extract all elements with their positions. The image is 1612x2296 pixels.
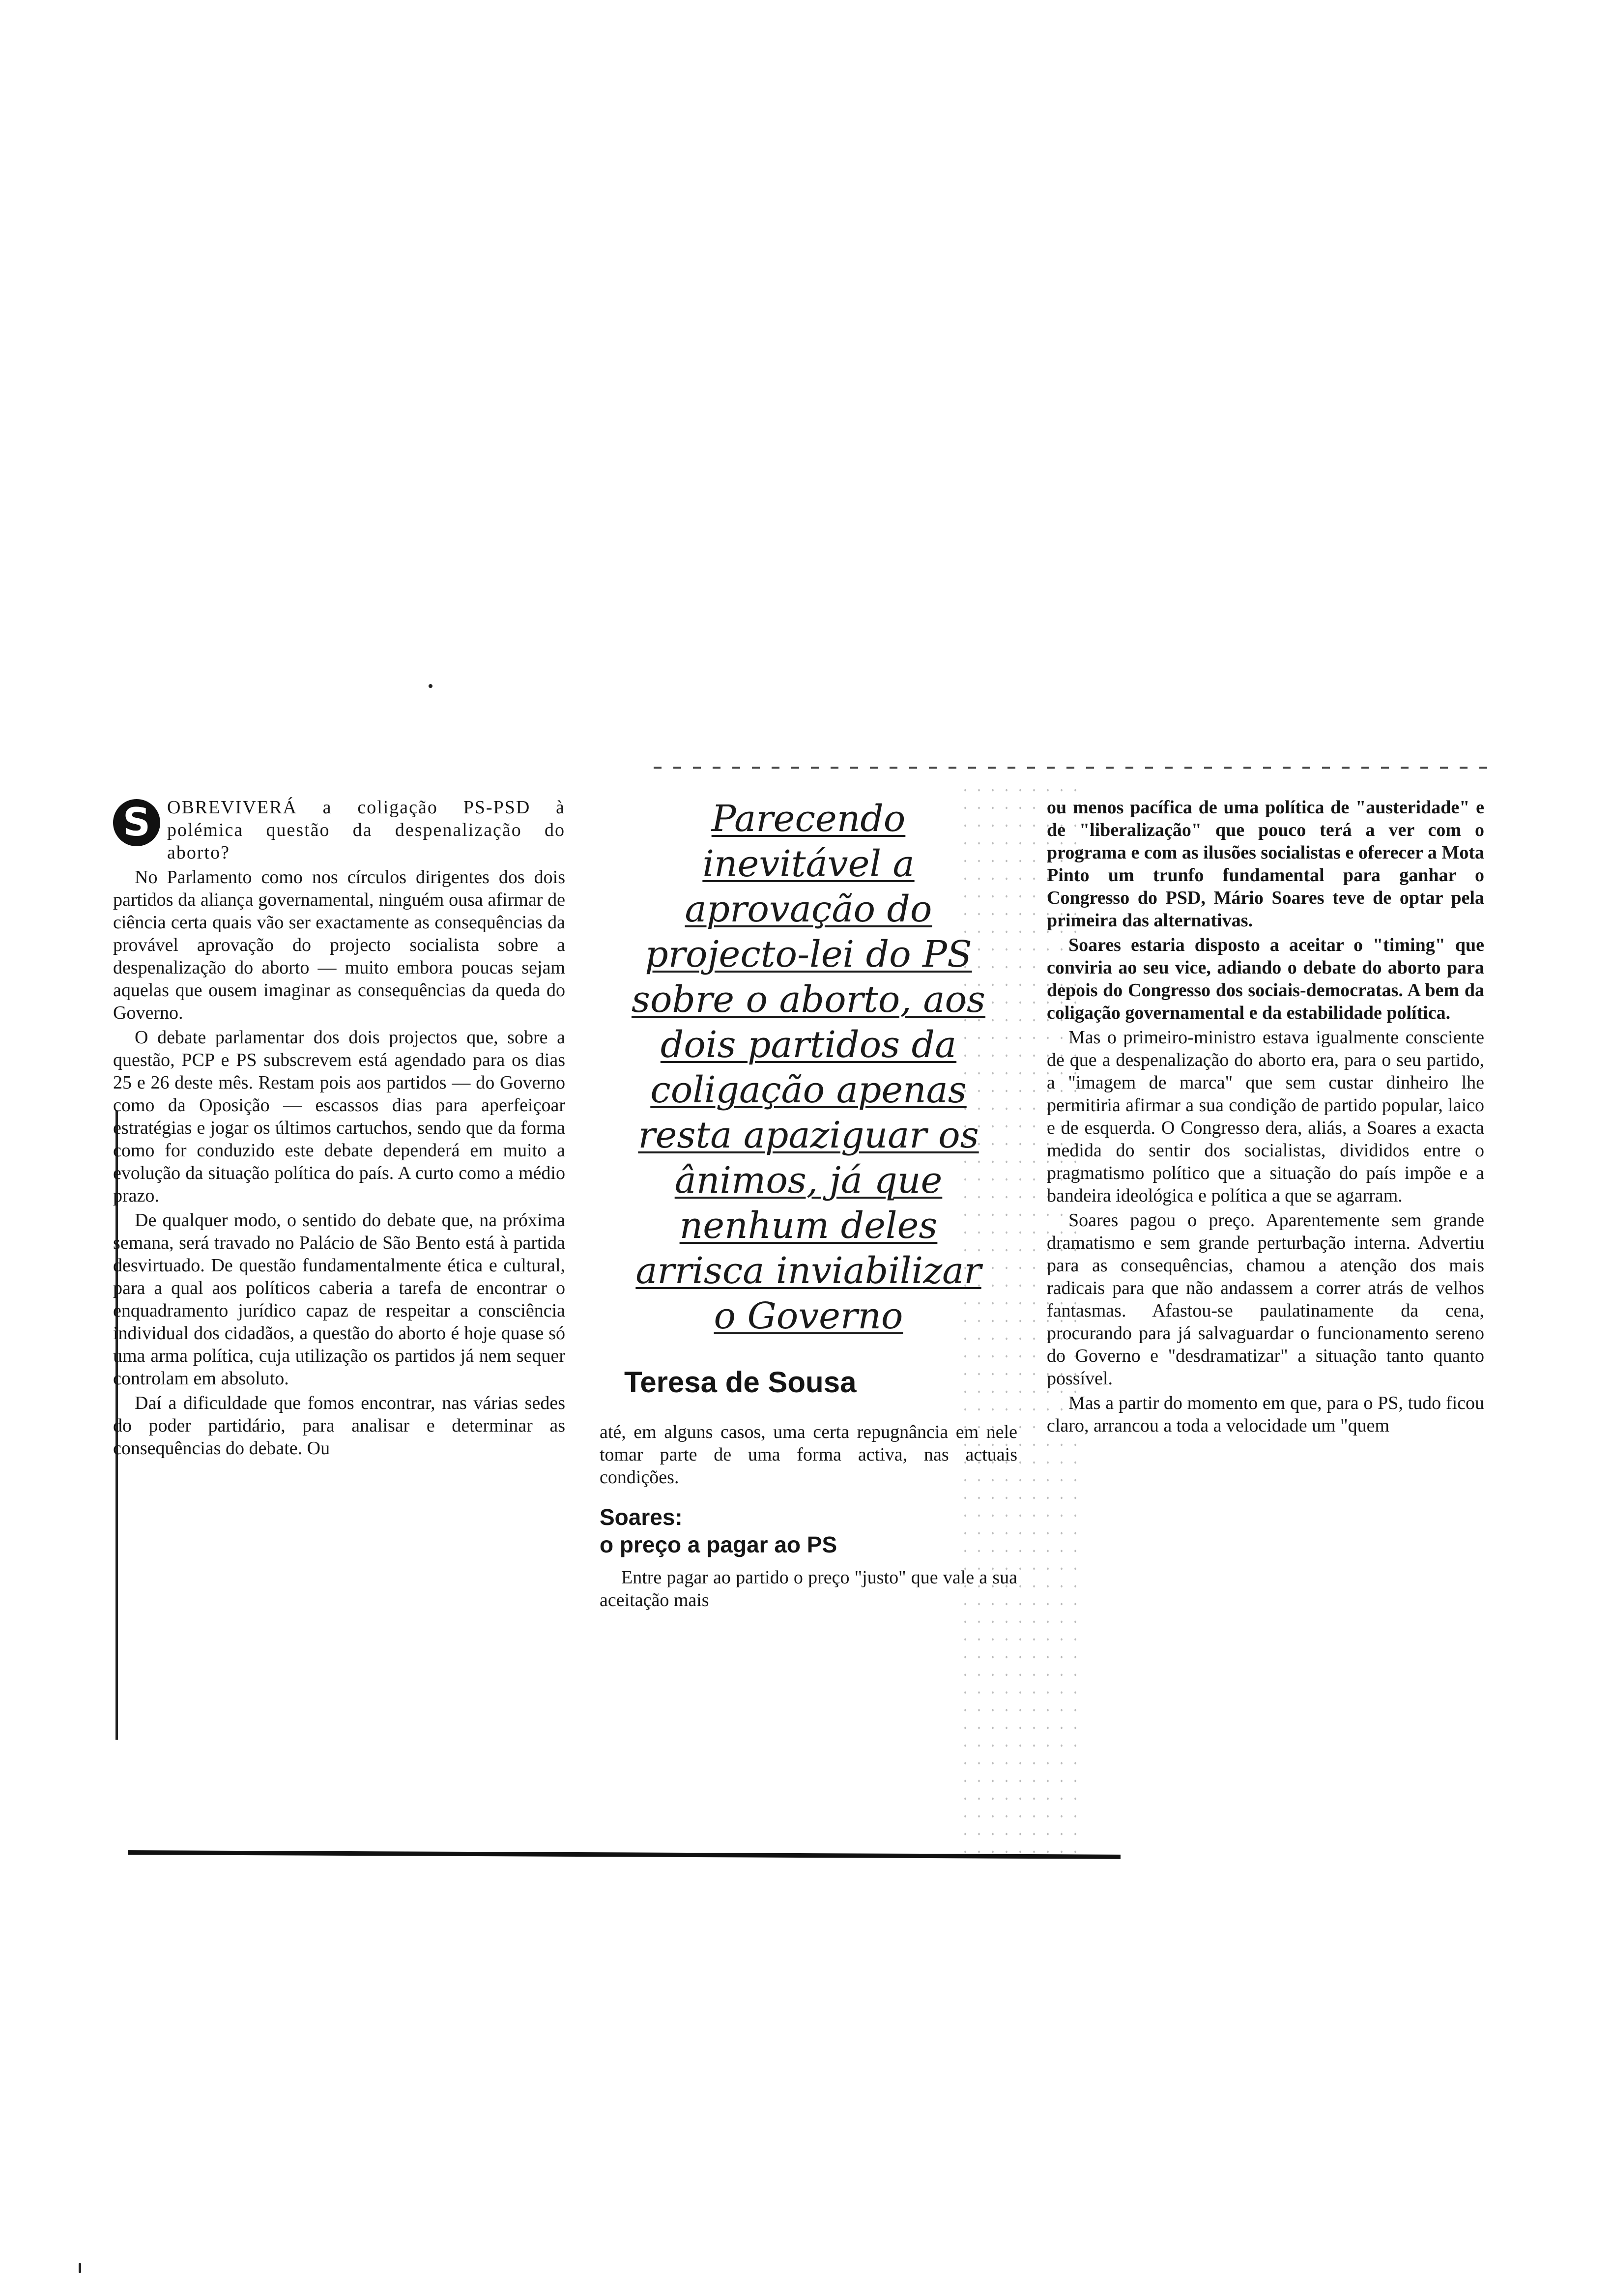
byline: Teresa de Sousa — [624, 1366, 857, 1399]
subheading — [600, 1503, 1017, 1558]
body-paragraph: De qualquer modo, o sentido do debate que, na próxima semana, será travado no Palácio de São Bento está à partida desvirtuado. De questão fundamentalmente ética e cultural, para a qual aos políticos caberia a tarefa de encontrar o enquadramento jurídico capaz de respeitar a consciência individual dos cidadãos, a questão do aborto é hoje quase só uma arma política, cuja utilização os partidos já nem sequer controlam em absoluto. — [113, 1210, 565, 1389]
body-paragraph: até, em alguns casos, uma certa repugnância em nele tomar parte de uma forma activa, nas actuais condições. — [600, 1422, 1017, 1488]
body-paragraph: Soares estaria disposto a aceitar o "timing" que conviria ao seu vice, adiando o debate do aborto para depois do Congresso dos sociais-democratas. A bem da coligação governamental e da estabilidade política. — [1047, 935, 1484, 1023]
body-paragraph: Entre pagar ao partido o preço "justo" que vale a sua aceitação mais — [600, 1567, 1017, 1610]
body-paragraph: Mas a partir do momento em que, para o PS, tudo ficou claro, arrancou a toda a velocidade um "quem — [1047, 1393, 1484, 1436]
subheading-label: Soares: — [600, 1504, 683, 1530]
headline: Parecendo inevitável a aprovação do projecto-lei do PS sobre o aborto, aos dois partidos da coligação apenas resta apaziguar os ânimos, já que nenhum deles arrisca inviabilizar o Governo — [631, 798, 986, 1337]
column-middle — [600, 796, 1017, 1611]
body-paragraph: Soares pagou o preço. Aparentemente sem grande dramatismo e sem grande perturbação interna. Advertiu para as consequências, chamou a atenção dos mais radicais para que não andassem a correr atrás de velhos fantasmas. Afastou-se paulatinamente da cena, procurando para já salvaguardar o funcionamento sereno do Governo e "desdramatizar" a situação tanto quanto possível. — [1047, 1210, 1484, 1389]
body-paragraph: Mas o primeiro-ministro estava igualmente consciente de que a despenalização do aborto era, para o seu partido, a "imagem de marca" que sem custar dinheiro lhe permitiria afirmar a sua condição de partido popular, laico e de esquerda. O Congresso dera, aliás, a Soares a exacta medida do sentir dos socialistas, divididos entre o pragmatismo político que a situação do país impõe e a bandeira ideológica e política a que se agarram. — [1047, 1027, 1484, 1206]
body-paragraph: ou menos pacífica de uma política de "austeridade" e de "liberalização" que pouco terá a ver com o programa e com as ilusões socialistas e oferecer a Mota Pinto um trunfo fundamental para ganhar o Congresso do PSD, Mário Soares teve de optar pela primeira das alternativas. — [1047, 797, 1484, 931]
body-paragraph: O debate parlamentar dos dois projectos que, sobre a questão, PCP e PS subscrevem está agendado para os dias 25 e 26 deste mês. Restam pois aos partidos — do Governo como da Oposição — escassos dias para aperfeiçoar estratégias e jogar os últimos cartuchos, sendo que da forma como for conduzido este debate dependerá em muito a evolução da situação política do país. A curto como a médio prazo. — [113, 1027, 565, 1206]
column-right — [1047, 796, 1484, 1437]
newspaper-clipping — [113, 767, 1489, 1867]
lead-text: OBREVIVERÁ a coligação PS-PSD à polémica questão da despenalização do aborto? — [167, 797, 565, 863]
scan-speck — [79, 2263, 81, 2273]
subheading-text: o preço a pagar ao PS — [600, 1532, 837, 1557]
top-border — [654, 767, 1489, 769]
body-paragraph: No Parlamento como nos círculos dirigentes dos dois partidos da aliança governamental, ninguém ousa afirmar de ciência certa quais vão ser exactamente as consequências da provável aprovação do projecto socialista sobre a despenalização do aborto — muito embora poucas sejam aquelas que ousem imaginar as consequências da queda do Governo. — [113, 867, 565, 1023]
body-paragraph: Daí a dificuldade que fomos encontrar, nas várias sedes do poder partidário, para analisar e determinar as consequências do debate. Ou — [113, 1393, 565, 1459]
drop-cap: S — [113, 799, 160, 846]
scan-speck — [429, 684, 432, 688]
column-left — [113, 796, 565, 1460]
lead-paragraph — [113, 796, 565, 864]
